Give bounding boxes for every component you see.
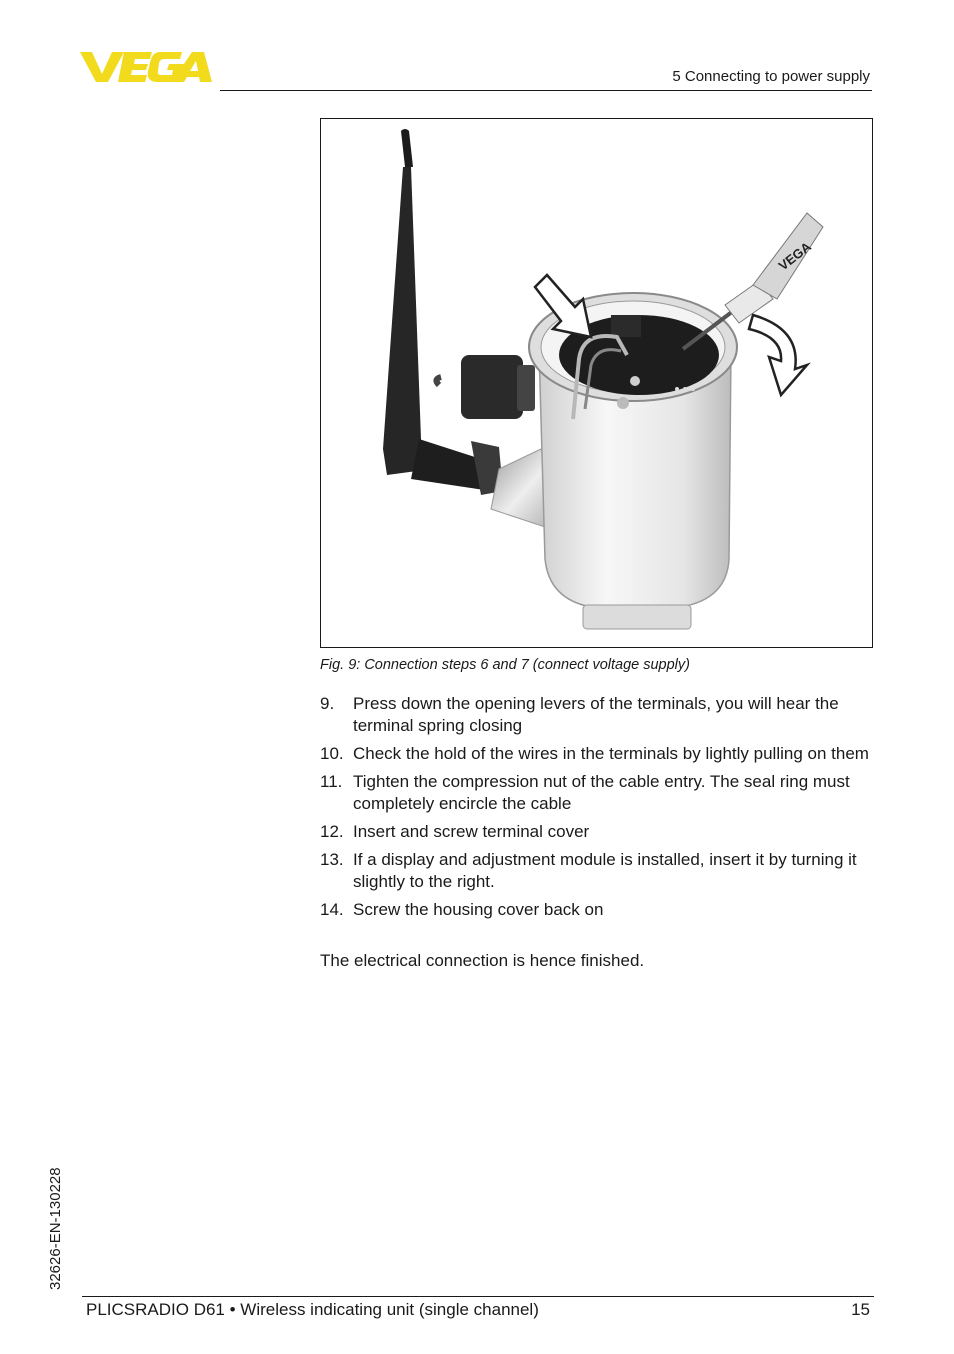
instruction-steps xyxy=(320,693,880,927)
header-divider xyxy=(220,90,872,91)
page-number: 15 xyxy=(851,1300,870,1319)
step-number: 12. xyxy=(320,822,344,841)
step-text: Tighten the compression nut of the cable entry. The seal ring must completely encircle the cable xyxy=(353,772,850,813)
step-number: 14. xyxy=(320,900,344,919)
step-item xyxy=(320,771,880,815)
step-text: Insert and screw terminal cover xyxy=(353,822,590,841)
figure-caption: Fig. 9: Connection steps 6 and 7 (connect voltage supply) xyxy=(320,657,690,673)
step-number: 11. xyxy=(320,772,343,791)
screwdriver-brand-label: VEGA xyxy=(775,238,814,274)
step-item xyxy=(320,821,880,843)
step-number: 13. xyxy=(320,850,344,869)
step-item xyxy=(320,849,880,893)
step-text: Screw the housing cover back on xyxy=(353,900,604,919)
figure-illustration xyxy=(320,118,873,648)
document-id: 32626-EN-130228 xyxy=(47,1167,64,1290)
step-text: Press down the opening levers of the terminals, you will hear the terminal spring closing xyxy=(353,694,839,735)
antenna-icon xyxy=(383,129,503,495)
logo-text: VEGA xyxy=(80,50,83,51)
step-number: 10. xyxy=(320,744,344,763)
footer-product-title: PLICSRADIO D61 • Wireless indicating unit (single channel) xyxy=(86,1300,539,1319)
rotation-arrow-icon xyxy=(749,315,807,395)
step-item xyxy=(320,899,880,921)
cable-gland-icon xyxy=(436,355,535,419)
step-item xyxy=(320,693,880,737)
housing-icon xyxy=(491,293,737,629)
step-item xyxy=(320,743,880,765)
step-text: Check the hold of the wires in the terminals by lightly pulling on them xyxy=(353,744,869,763)
closing-paragraph: The electrical connection is hence finished. xyxy=(320,951,645,970)
footer-divider xyxy=(82,1296,874,1297)
step-text: If a display and adjustment module is installed, insert it by turning it slightly to the right. xyxy=(353,850,857,891)
section-title: 5 Connecting to power supply xyxy=(672,68,870,85)
step-number: 9. xyxy=(320,694,335,713)
vega-logo xyxy=(80,50,212,84)
